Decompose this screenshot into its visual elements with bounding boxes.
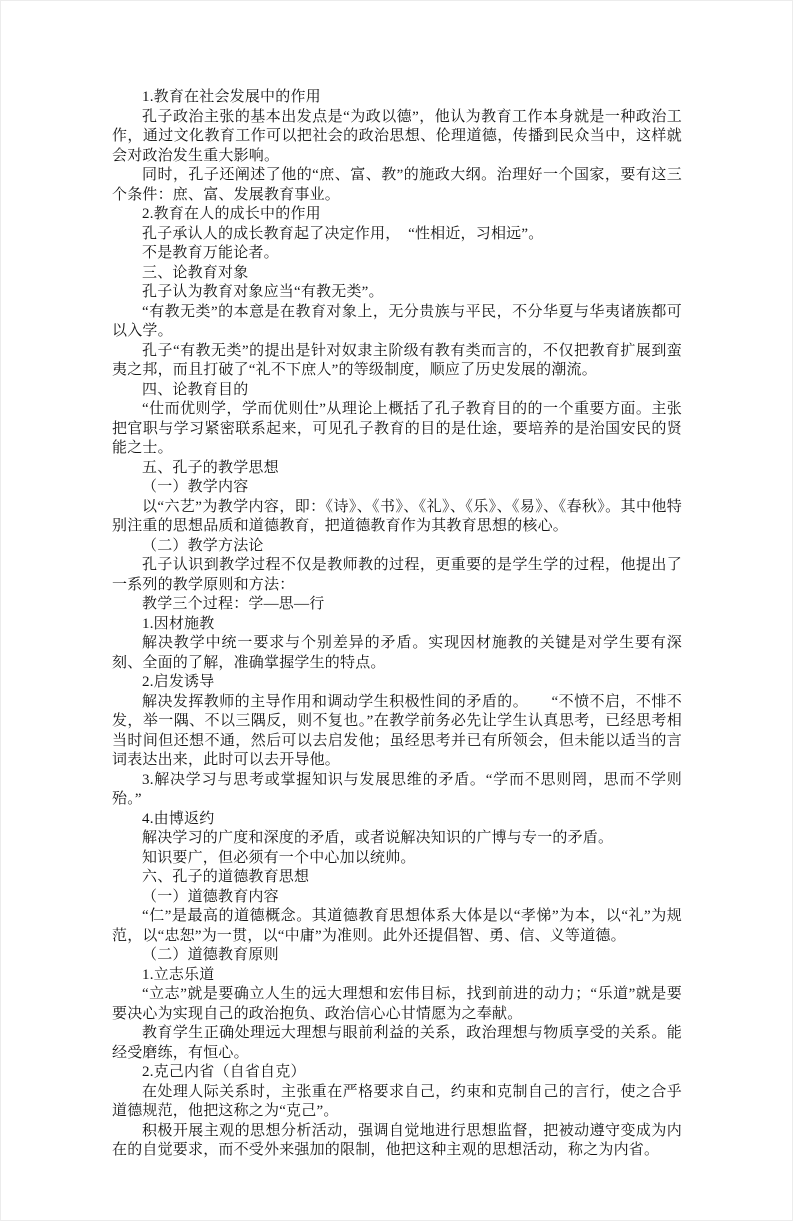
paragraph: 4.由博返约 [142, 810, 215, 827]
paragraph: 五、孔子的教学思想 [142, 459, 279, 476]
paragraph: 孔子认为教育对象应当“有教无类”。 [142, 284, 384, 300]
paragraph: 解决教学中统一要求与个别差异的矛盾。实现因材施教的关键是对学生要有深刻、全面的了解，准确掌握学生的特点。 [112, 635, 682, 671]
paragraph: 解决学习的广度和深度的矛盾，或者说解决知识的广博与专一的矛盾。 [142, 830, 614, 846]
paragraph: （二）道德教育原则 [142, 947, 279, 963]
paragraph: （一）道德教育内容 [142, 888, 279, 905]
paragraph: 解决发挥教师的主导作用和调动学生积极性间的矛盾的。 “不愤不启，不悱不发，举一隅、不以三隅反，则不复也。”在教学前务必先让学生认真思考，已经思考相当时间但还想不通，然后可以去启发他；虽经思考并已有所领会，但未能以适当的言词表达出来，此时可以去开导他。 [112, 693, 682, 768]
paragraph: 2.启发诱导 [142, 674, 215, 690]
paragraph: 同时，孔子还阐述了他的“庶、富、教”的施政大纲。治理好一个国家，要有这三个条件：庶、富、发展教育事业。 [112, 167, 682, 203]
paragraph: 不是教育万能论者。 [142, 245, 279, 261]
paragraph: 孔子承认人的成长教育起了决定作用， “性相近，习相远”。 [142, 225, 544, 242]
paragraph: “有教无类”的本意是在教育对象上，无分贵族与平民，不分华夏与华夷诸族都可以入学。 [112, 303, 682, 339]
paragraph: 以“六艺”为教学内容，即：《诗》、《书》、《礼》、《乐》、《易》、《春秋》。其中他特别注重的思想品质和道德教育，把道德教育作为其教育思想的核心。 [112, 498, 682, 534]
paragraph: 孔子“有教无类”的提出是针对奴隶主阶级有教有类而言的，不仅把教育扩展到蛮夷之邦，而且打破了“礼不下庶人”的等级制度，顺应了历史发展的潮流。 [112, 342, 682, 378]
paragraph: 1.立志乐道 [142, 966, 215, 983]
paragraph: 孔子认识到教学过程不仅是教师教的过程，更重要的是学生学的过程，他提出了一系列的教学原则和方法： [112, 557, 682, 593]
paragraph: （一）教学内容 [142, 479, 249, 495]
paragraph: 教育学生正确处理远大理想与眼前利益的关系，政治理想与物质享受的关系。能经受磨练，有恒心。 [112, 1025, 682, 1061]
paragraph: 3.解决学习与思考或掌握知识与发展思维的矛盾。“学而不思则罔，思而不学则殆。” [112, 771, 682, 807]
paragraph: 四、论教育目的 [142, 381, 249, 398]
paragraph: 教学三个过程：学—思—行 [142, 596, 325, 612]
paragraph: 在处理人际关系时，主张重在严格要求自己，约束和克制自己的言行，使之合乎道德规范，他把这称之为“克己”。 [112, 1083, 682, 1119]
paragraph: 2.教育在人的成长中的作用 [142, 206, 321, 222]
paragraph: 1.教育在社会发展中的作用 [142, 89, 321, 105]
paragraph: 2.克己内省（自省自克） [142, 1064, 306, 1080]
paragraph: 三、论教育对象 [142, 264, 249, 281]
paragraph: “仕而优则学，学而优则仕”从理论上概括了孔子教育目的的一个重要方面。主张把官职与学习紧密联系起来，可见孔子教育的目的是仕途，要培养的是治国安民的贤能之士。 [112, 401, 682, 456]
paragraph: “仁”是最高的道德概念。其道德教育思想体系大体是以“孝悌”为本，以“礼”为规范，以“忠恕”为一贯，以“中庸”为准则。此外还提倡智、勇、信、义等道德。 [112, 908, 682, 944]
paragraph: 六、孔子的道德教育思想 [142, 869, 310, 885]
paragraph: 知识要广，但必须有一个中心加以统帅。 [142, 849, 416, 866]
document-body [112, 88, 682, 1161]
paragraph: 积极开展主观的思想分析活动，强调自觉地进行思想监督，把被动遵守变成为内在的自觉要求，而不受外来强加的限制，他把这种主观的思想活动，称之为内省。 [112, 1122, 682, 1158]
paragraph: 孔子政治主张的基本出发点是“为政以德”，他认为教育工作本身就是一种政治工作，通过文化教育工作可以把社会的政治思想、伦理道德，传播到民众当中，这样就会对政治发生重大影响。 [112, 108, 682, 164]
paragraph: 1.因材施教 [142, 615, 215, 632]
paragraph: （二）教学方法论 [142, 537, 264, 554]
paragraph: “立志”就是要确立人生的远大理想和宏伟目标，找到前进的动力；“乐道”就是要要决心为实现自己的政治抱负、政治信心心甘情愿为之奉献。 [112, 986, 682, 1022]
